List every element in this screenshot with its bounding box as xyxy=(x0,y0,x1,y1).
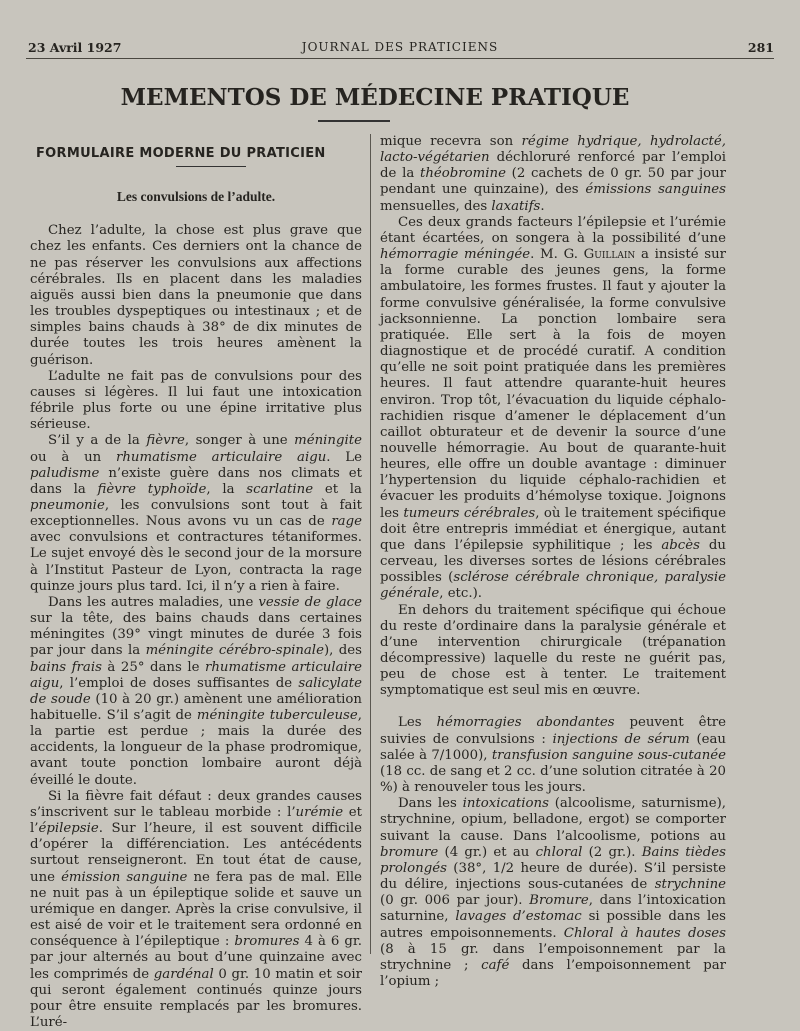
paragraph: Dans les intoxications (alcoolisme, saturnisme), strychnine, opium, belladone, ergot) se comporter suivant la cause. Dans l’alcoolisme, potions au bromure (4 gr.) et au chloral (2 gr.). Bains tièdes prolongés (38°, 1/2 heure de durée). S’il persiste du délire, injections sous-cutanées de strychnine (0 gr. 006 par jour). Bromure, dans l’intoxication saturnine, lavages d’estomac si possible dans les autres empoisonnements. Chloral à hautes doses (8 à 15 gr. dans l’empoisonnement par la strychnine ; café dans l’empoisonnement par l’opium ; xyxy=(380,796,726,989)
paragraph: Ces deux grands facteurs l’épilepsie et l’urémie étant écartées, on songera à la possibilité d’une hémorragie méningée. M. G. Guillain a insisté sur la forme curable des jeunes gens, la forme ambulatoire, les formes frustes. Il faut y ajouter la forme convulsive généralisée, la forme convulsive jacksonnienne. La ponction lombaire sera pratiquée. Elle sert à la fois de moyen diagnostique et de procédé curatif. A condition qu’elle ne soit point pratiquée dans les premières heures. Il faut attendre quarante-huit heures environ. Trop tôt, l’évacuation du liquide céphalo-rachidien risque d’amener le déplacement d’un caillot obturateur et de devenir la source d’une nouvelle hémorragie. Au bout de quarante-huit heures, elle offre un double avantage : diminuer l’hypertension du liquide céphalo-rachidien et évacuer les produits d’hémolyse toxique. Joignons les tumeurs cérébrales, où le traitement spécifique doit être entrepris immédiat et énergique, autant que dans l’épilepsie syphilitique ; les abcès du cerveau, les diverses sortes de lésions cérébrales possibles (sclérose cérébrale chronique, paralysie générale, etc.). xyxy=(380,214,726,602)
title-rule xyxy=(318,120,390,122)
paragraph: S’il y a de la fièvre, songer à une méningite ou à un rhumatisme articulaire aigu. Le paludisme n’existe guère dans nos climats et dans la fièvre typhoïde, la scarlatine et la pneumonie, les convulsions sont tout à fait exceptionnelles. Nous avons vu un cas de rage avec convulsions et contractures tétaniformes. Le sujet envoyé dès le second jour de la morsure à l’Institut Pasteur de Lyon, contracta la rage quinze jours plus tard. Ici, il n’y a rien à faire. xyxy=(30,433,362,594)
header-rule xyxy=(26,58,774,59)
right-column xyxy=(380,134,726,990)
left-column xyxy=(30,134,362,1031)
issue-date: 23 Avril 1927 xyxy=(28,40,122,55)
journal-name: JOURNAL DES PRATICIENS xyxy=(301,40,499,54)
section-heading-rule xyxy=(176,166,246,167)
paragraph: mique recevra son régime hydrique, hydrolacté, lacto-végétarien déchloruré renforcé par l’emploi de la théobromine (2 cachets de 0 gr. 50 par jour pendant une quinzaine), des émissions sanguines mensuelles, des laxatifs. xyxy=(380,134,726,214)
section-heading: FORMULAIRE MODERNE DU PRATICIEN xyxy=(36,146,326,161)
paragraph: Les hémorragies abondantes peuvent être suivies de convulsions : injections de sérum (eau salée à 7/1000), transfusion sanguine sous-cutanée (18 cc. de sang et 2 cc. d’une solution citratée à 20 %) à renouveler tous les jours. xyxy=(380,715,727,796)
page-number: 281 xyxy=(747,40,774,55)
paragraph: Dans les autres maladies, une vessie de glace sur la tête, des bains chauds dans certaines méningites (39° vingt minutes de durée 3 fois par jour dans la méningite cérébro-spinale), des bains frais à 25° dans le rhumatisme articulaire aigu, l’emploi de doses suffisantes de salicylate de soude (10 à 20 gr.) amènent une amélioration habituelle. S’il s’agit de méningite tuberculeuse, la partie est perdue ; mais la durée des accidents, la longueur de la phase prodromique, avant toute ponction lombaire auront déjà éveillé le doute. xyxy=(30,594,363,788)
paragraph: Chez l’adulte, la chose est plus grave que chez les enfants. Ces derniers ont la chance de ne pas réserver les convulsions aux affections cérébrales. Ils en placent dans les maladies aiguës aussi bien dans la pneumonie que dans les troubles dyspeptiques ou intestinaux ; et de simples bains chauds à 38° de dix minutes de durée toutes les trois heures amènent la guérison. xyxy=(30,223,362,368)
paragraph: L’adulte ne fait pas de convulsions pour des causes si légères. Il lui faut une intoxication fébrile plus forte ou une épine irritative plus sérieuse. xyxy=(30,368,362,433)
page-title: MEMENTOS DE MÉDECINE PRATIQUE xyxy=(120,84,630,111)
paragraph: Si la fièvre fait défaut : deux grandes causes s’inscrivent sur le tableau morbide : l’urémie et l’épilepsie. Sur l’heure, il est souvent difficile d’opérer la différenciation. Les antécédents surtout renseigneront. En tout état de cause, une émission sanguine ne fera pas de mal. Elle ne nuit pas à un épileptique solide et sauve un urémique en danger. Après la crise convulsive, il est aisé de voir et le traitement sera ordonné en conséquence à l’épileptique : bromures 4 à 6 gr. par jour alternés au bout d’une quinzaine avec les comprimés de gardénal 0 gr. 10 matin et soir qui seront également continués quinze jours pour être ensuite remplacés par les bromures. L’uré- xyxy=(30,788,363,1030)
paragraph: En dehors du traitement spécifique qui échoue du reste d’ordinaire dans la paralysie générale et d’une intervention chirurgicale (trépanation décompressive) laquelle du reste ne guérit pas, peu de chose est à tenter. Le traitement symptomatique est seul mis en œuvre. xyxy=(380,602,726,699)
column-divider xyxy=(370,134,371,954)
article-heading: Les convulsions de l’adulte. xyxy=(116,189,276,205)
